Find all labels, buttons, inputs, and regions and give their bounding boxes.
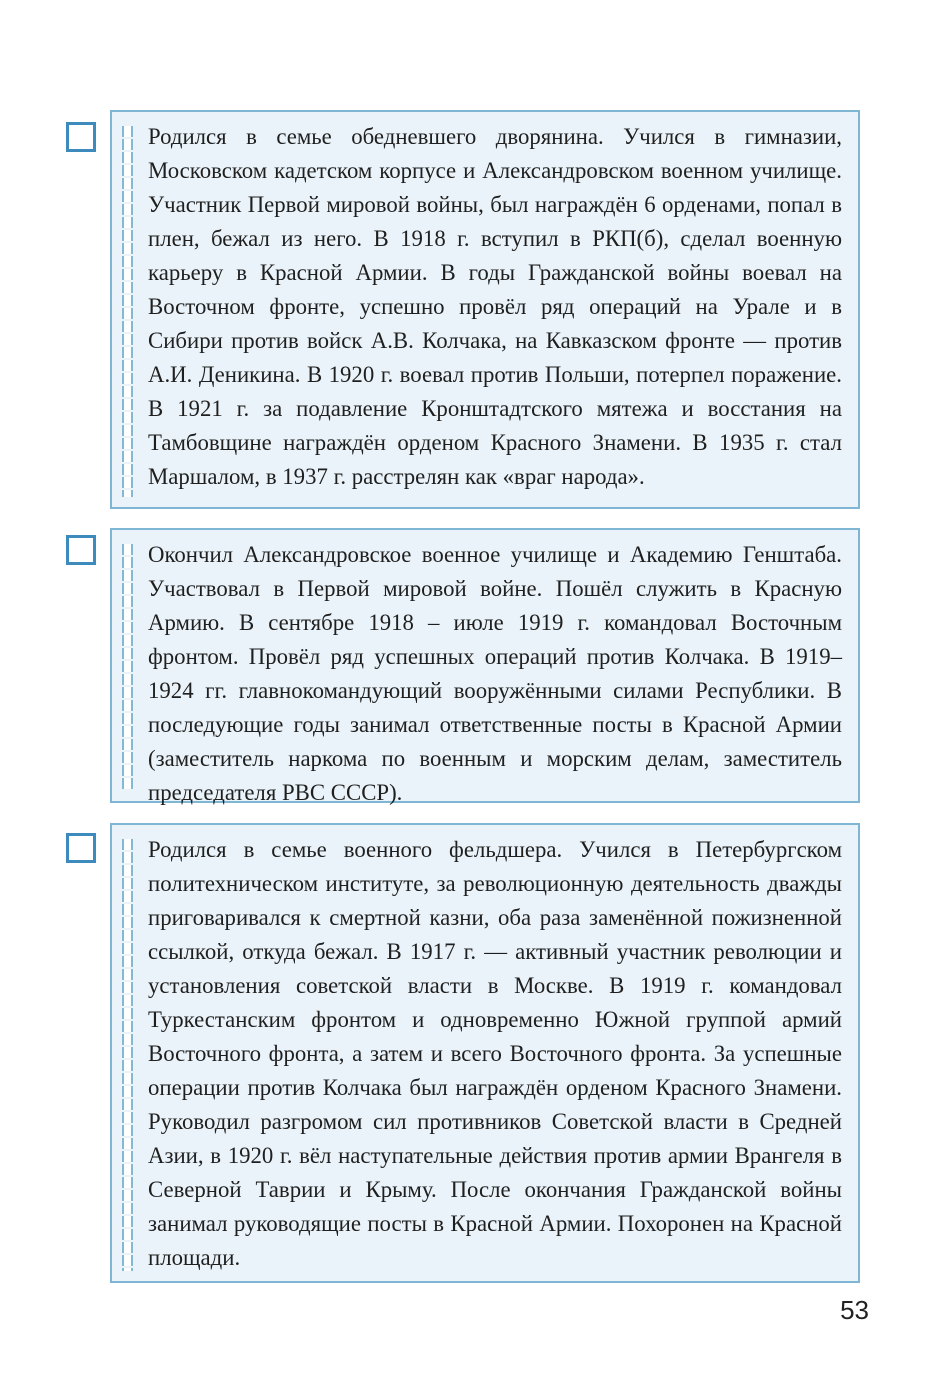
biography-card-2 (110, 528, 860, 803)
biography-card-1 (110, 110, 860, 509)
biography-card-3 (110, 823, 860, 1283)
page-number: 53 (840, 1295, 869, 1325)
biography-text-1: Родился в семье обедневшего дворянина. Учился в гимназии, Московском кадетском корпусе и Александровском военном училище. Участник Первой мировой войны, был награждён 6 орденами, попал в плен, бежал из него. В 1918 г. вступил в РКП(б), сделал военную карьеру в Красной Армии. В годы Гражданской войны воевал на Восточном фронте, успешно провёл ряд операций на Урале и в Сибири против войск А.В. Колчака, на Кавказском фронте — против А.И. Деникина. В 1920 г. воевал против Польши, потерпел поражение. В 1921 г. за подавление Кронштадтского мятежа и восстания на Тамбовщине награждён орденом Красного Знамени. В 1935 г. стал Маршалом, в 1937 г. расстрелян как «враг народа». (148, 124, 842, 489)
decorative-rail (122, 839, 133, 1271)
answer-checkbox-3[interactable] (66, 833, 96, 863)
decorative-rail (122, 126, 133, 497)
answer-checkbox-1[interactable] (66, 122, 96, 152)
biography-text-2: Окончил Александровское военное училище и Академию Генштаба. Участвовал в Первой мировой войне. Пошёл служить в Красную Армию. В сентябре 1918 – июле 1919 г. командовал Восточным фронтом. Провёл ряд успешных операций против Колчака. В 1919–1924 гг. главнокомандующий вооружёнными силами Республики. В последующие годы занимал ответственные посты в Красной Армии (заместитель наркома по военным и морским делам, заместитель председателя РВС СССР). (148, 542, 842, 805)
decorative-rail (122, 544, 133, 791)
biography-text-3: Родился в семье военного фельдшера. Учился в Петербургском политехническом институте, за революционную деятельность дважды приговаривался к смертной казни, оба раза заменённой пожизненной ссылкой, откуда бежал. В 1917 г. — активный участник революции и установления советской власти в Москве. В 1919 г. командовал Туркестанским фронтом и одновременно Южной группой армий Восточного фронта, а затем и всего Восточного фронта. За успешные операции против Колчака был награждён орденом Красного Знамени. Руководил разгромом сил противников Советской власти в Средней Азии, в 1920 г. вёл наступательные действия против армии Врангеля в Северной Таврии и Крыму. После окончания Гражданской войны занимал руководящие посты в Красной Армии. Похоронен на Красной площади. (148, 837, 842, 1270)
answer-checkbox-2[interactable] (66, 535, 96, 565)
